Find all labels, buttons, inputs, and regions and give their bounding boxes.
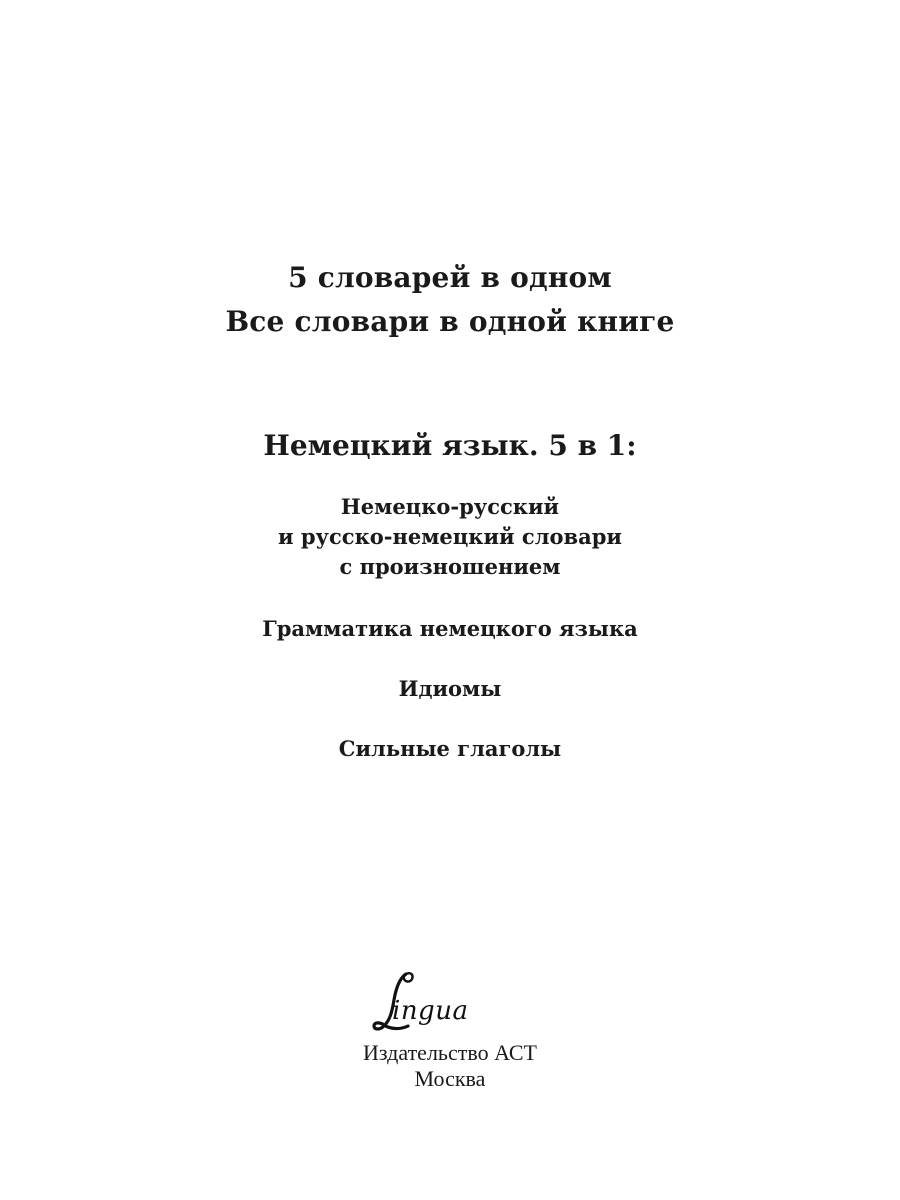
- series-block: [0, 256, 900, 344]
- section-verbs: Сильные глаголы: [338, 736, 562, 761]
- title-block: [0, 424, 900, 468]
- series-line-2: Все словари в одной книге: [225, 305, 675, 338]
- subtitle-line-2: и русско-немецкий словари: [277, 524, 622, 549]
- section-grammar: Грамматика немецкого языка: [262, 616, 638, 641]
- lingua-logo-text: ingua: [392, 996, 469, 1026]
- section-idioms: Идиомы: [398, 676, 502, 701]
- publisher-name: Издательство АСТ: [363, 1040, 537, 1065]
- subtitle-block: [0, 492, 900, 582]
- lingua-logo: [370, 970, 530, 1036]
- publisher-city: Москва: [414, 1066, 486, 1091]
- subtitle-line-3: с произношением: [339, 554, 561, 579]
- book-title: Немецкий язык. 5 в 1:: [263, 429, 637, 462]
- series-line-1: 5 словарей в одном: [288, 261, 612, 294]
- publisher-block: [0, 970, 900, 1092]
- subtitle-line-1: Немецко-русский: [340, 494, 560, 519]
